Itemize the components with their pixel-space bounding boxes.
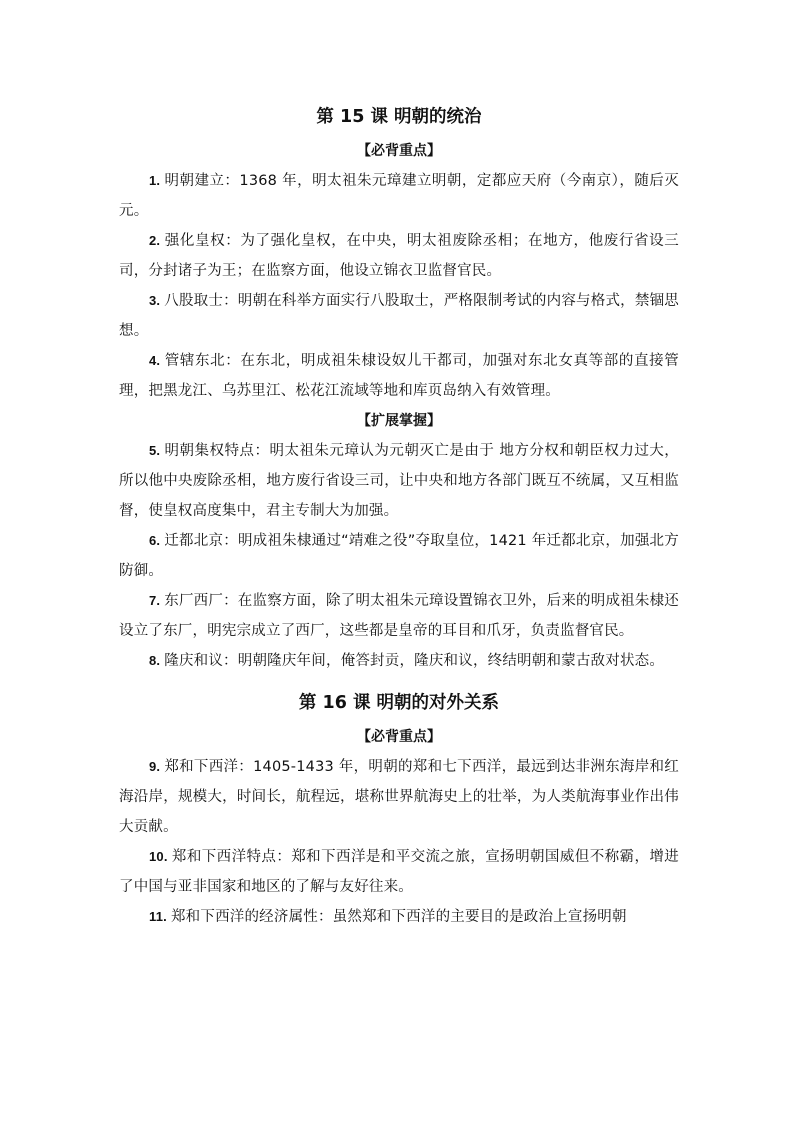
list-item: [119, 842, 679, 902]
list-item: [119, 286, 679, 346]
list-item: [119, 166, 679, 226]
item-text: 隆庆和议：明朝隆庆年间，俺答封贡，隆庆和议，终结明朝和蒙古敌对状态。: [164, 653, 665, 669]
list-item: [119, 752, 679, 842]
item-number: 9.: [149, 759, 161, 774]
item-text: 郑和下西洋：1405-1433 年，明朝的郑和七下西洋，最远到达非洲东海岸和红海沿岸，规模大，时间长，航程远，堪称世界航海史上的壮举，为人类航海事业作出伟大贡献。: [119, 759, 679, 835]
item-number: 5.: [149, 443, 161, 458]
list-item: [119, 346, 679, 406]
item-text: 明朝集权特点：明太祖朱元璋认为元朝灭亡是由于 地方分权和朝臣权力过大，所以他中央废除丞相，地方废行省设三司，让中央和地方各部门既互不统属，又互相监督，使皇权高度集中，君主专制大为加强。: [119, 443, 679, 519]
item-number: 11.: [149, 909, 167, 924]
lesson-15: [119, 100, 679, 676]
item-number: 2.: [149, 233, 161, 248]
list-item: [119, 526, 679, 586]
section-heading-extended: 【扩展掌握】: [357, 413, 441, 429]
item-number: 6.: [149, 533, 161, 548]
item-number: 4.: [149, 353, 161, 368]
list-item: [119, 436, 679, 526]
item-text: 强化皇权：为了强化皇权，在中央，明太祖废除丞相；在地方，他废行省设三司，分封诸子为王；在监察方面，他设立锦衣卫监督官民。: [119, 233, 679, 279]
item-text: 郑和下西洋特点：郑和下西洋是和平交流之旅，宣扬明朝国威但不称霸，增进了中国与亚非国家和地区的了解与友好往来。: [119, 849, 679, 895]
item-text: 管辖东北：在东北，明成祖朱棣设奴儿干都司，加强对东北女真等部的直接管理，把黑龙江、乌苏里江、松花江流域等地和库页岛纳入有效管理。: [119, 353, 679, 399]
lesson-title: 第 15 课 明朝的统治: [316, 107, 482, 127]
list-item: [119, 226, 679, 286]
item-number: 10.: [149, 849, 168, 864]
document-page: [119, 100, 679, 932]
item-text: 东厂西厂：在监察方面，除了明太祖朱元璋设置锦衣卫外，后来的明成祖朱棣还设立了东厂，明宪宗成立了西厂，这些都是皇帝的耳目和爪牙，负责监督官民。: [119, 593, 679, 639]
item-number: 7.: [149, 593, 161, 608]
item-text: 迁都北京：明成祖朱棣通过“靖难之役”夺取皇位，1421 年迁都北京，加强北方防御。: [119, 533, 679, 579]
item-text: 八股取士：明朝在科举方面实行八股取士，严格限制考试的内容与格式，禁锢思想。: [119, 293, 679, 339]
item-text: 郑和下西洋的经济属性：虽然郑和下西洋的主要目的是政治上宣扬明朝: [170, 909, 627, 925]
lesson-16: [119, 686, 679, 932]
list-item: [119, 586, 679, 646]
item-number: 8.: [149, 653, 161, 668]
item-number: 3.: [149, 293, 161, 308]
lesson-title: 第 16 课 明朝的对外关系: [298, 693, 500, 713]
section-heading-must-memorize: 【必背重点】: [357, 143, 441, 159]
list-item: [119, 646, 679, 676]
section-heading-must-memorize: 【必背重点】: [357, 729, 441, 745]
item-number: 1.: [149, 173, 161, 188]
list-item: [119, 902, 679, 932]
item-text: 明朝建立：1368 年，明太祖朱元璋建立明朝，定都应天府（今南京），随后灭元。: [119, 173, 679, 219]
